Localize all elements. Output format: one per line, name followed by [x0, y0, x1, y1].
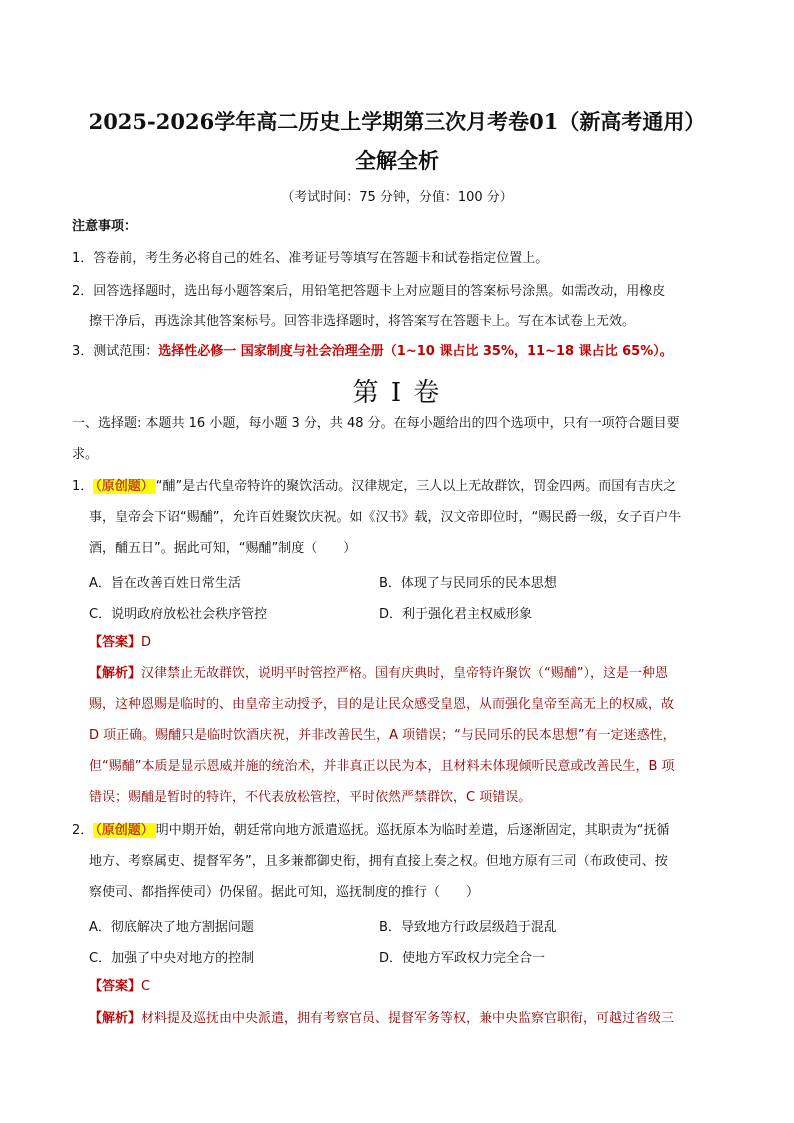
question-number: 1． — [72, 479, 94, 494]
q2-option-a: A．彻底解决了地方割据问题 — [89, 920, 254, 935]
q2-option-b: B．导致地方行政层级趋于混乱 — [379, 920, 557, 935]
q1-option-a: A．旨在改善百姓日常生活 — [89, 576, 241, 591]
note-item-3-prefix: 3．测试范围： — [72, 344, 159, 359]
answer-label: 【答案】 — [89, 635, 142, 650]
document-subtitle: 全解全析 — [355, 148, 439, 173]
note-item-1: 1．答卷前，考生务必将自己的姓名、准考证号等填写在答题卡和试卷指定位置上。 — [72, 251, 549, 266]
document-title: 2025-2026学年高二历史上学期第三次月考卷01（新高考通用） — [88, 109, 706, 134]
question-text: 明中期开始，朝廷常向地方派遣巡抚。巡抚原本为临时差遣，后逐渐固定，其职责为“抚循 — [155, 823, 670, 838]
q1-analysis-1 — [89, 665, 668, 683]
question-number: 2． — [72, 823, 94, 838]
q1-analysis-4: 但“赐酺”本质是显示恩威并施的统治术，并非真正以民为本，且材料未体现倾听民意或改善民生，B 项 — [89, 759, 675, 774]
answer-value: D — [141, 635, 152, 650]
question-1-stem — [72, 478, 676, 496]
analysis-label: 【解析】 — [89, 666, 142, 681]
question-2-text-2: 地方、考察属吏、提督军务”，且多兼都御史衔，拥有直接上奏之权。但地方原有三司（布政使司、按 — [89, 854, 668, 869]
q1-option-c: C．说明政府放松社会秩序管控 — [89, 607, 268, 622]
q1-option-b: B．体现了与民同乐的民本思想 — [379, 576, 557, 591]
question-text: “酺”是古代皇帝特许的聚饮活动。汉律规定，三人以上无故群饮，罚金四两。而国有吉庆之 — [155, 479, 677, 494]
q1-analysis-3: D 项正确。赐酺只是临时饮酒庆祝，并非改善民生，A 项错误；“与民同乐的民本思想”有一定迷惑性， — [89, 728, 676, 743]
q2-option-c: C．加强了中央对地方的控制 — [89, 951, 255, 966]
q2-option-d: D．使地方军政权力完全合一 — [379, 951, 546, 966]
exam-info: （考试时间：75 分钟，分值：100 分） — [281, 190, 513, 205]
test-scope: 选择性必修一 国家制度与社会治理全册（1~10 课占比 35%，11~18 课占比 65%）。 — [158, 344, 673, 359]
answer-value: C — [141, 979, 151, 994]
q1-analysis-5: 错误；赐酺是暂时的特许，不代表放松管控，平时依然严禁群饮，C 项错误。 — [89, 790, 532, 805]
section-instructions: 一、选择题: 本题共 16 小题，每小题 3 分，共 48 分。在每小题给出的四个选项中，只有一项符合题目要 — [72, 416, 680, 431]
analysis-text: 材料提及巡抚由中央派遣，拥有考察官员、提督军务等权，兼中央监察官职衔，可越过省级三 — [141, 1011, 675, 1026]
q2-analysis-1 — [89, 1010, 674, 1028]
section-instructions-cont: 求。 — [72, 447, 99, 462]
analysis-label: 【解析】 — [89, 1011, 142, 1026]
notes-heading: 注意事项： — [72, 219, 138, 234]
original-question-tag: （原创题） — [95, 479, 154, 494]
question-1-text-3: 酒，酺五日”。据此可知，“赐酺”制度（ ） — [89, 541, 357, 556]
q1-analysis-2: 赐，这种恩赐是临时的、由皇帝主动授予，目的是让民众感受皇恩，从而强化皇帝至高无上的权威，故 — [89, 697, 675, 712]
question-1-text-2: 事，皇帝会下诏“赐酺”，允许百姓聚饮庆祝。如《汉书》载，汉文帝即位时，“赐民爵一级，女子百户牛 — [89, 510, 682, 525]
original-question-tag: （原创题） — [95, 823, 154, 838]
note-item-2-cont: 擦干净后，再选涂其他答案标号。回答非选择题时，将答案写在答题卡上。写在本试卷上无效。 — [89, 314, 636, 329]
analysis-text: 汉律禁止无故群饮，说明平时管控严格。国有庆典时，皇帝特许聚饮（“赐酺”），这是一种恩 — [141, 666, 668, 681]
q1-answer — [89, 634, 151, 652]
answer-label: 【答案】 — [89, 979, 142, 994]
question-2-text-3: 察使司、都指挥使司）仍保留。据此可知，巡抚制度的推行（ ） — [89, 885, 480, 900]
q1-option-d: D．利于强化君主权威形象 — [379, 607, 533, 622]
q2-answer — [89, 978, 150, 996]
volume-title: 第 I 卷 — [352, 378, 442, 408]
note-item-3 — [72, 343, 673, 361]
note-item-2: 2．回答选择题时，选出每小题答案后，用铅笔把答题卡上对应题目的答案标号涂黑。如需改动，用橡皮 — [72, 284, 666, 299]
question-2-stem — [72, 822, 670, 840]
